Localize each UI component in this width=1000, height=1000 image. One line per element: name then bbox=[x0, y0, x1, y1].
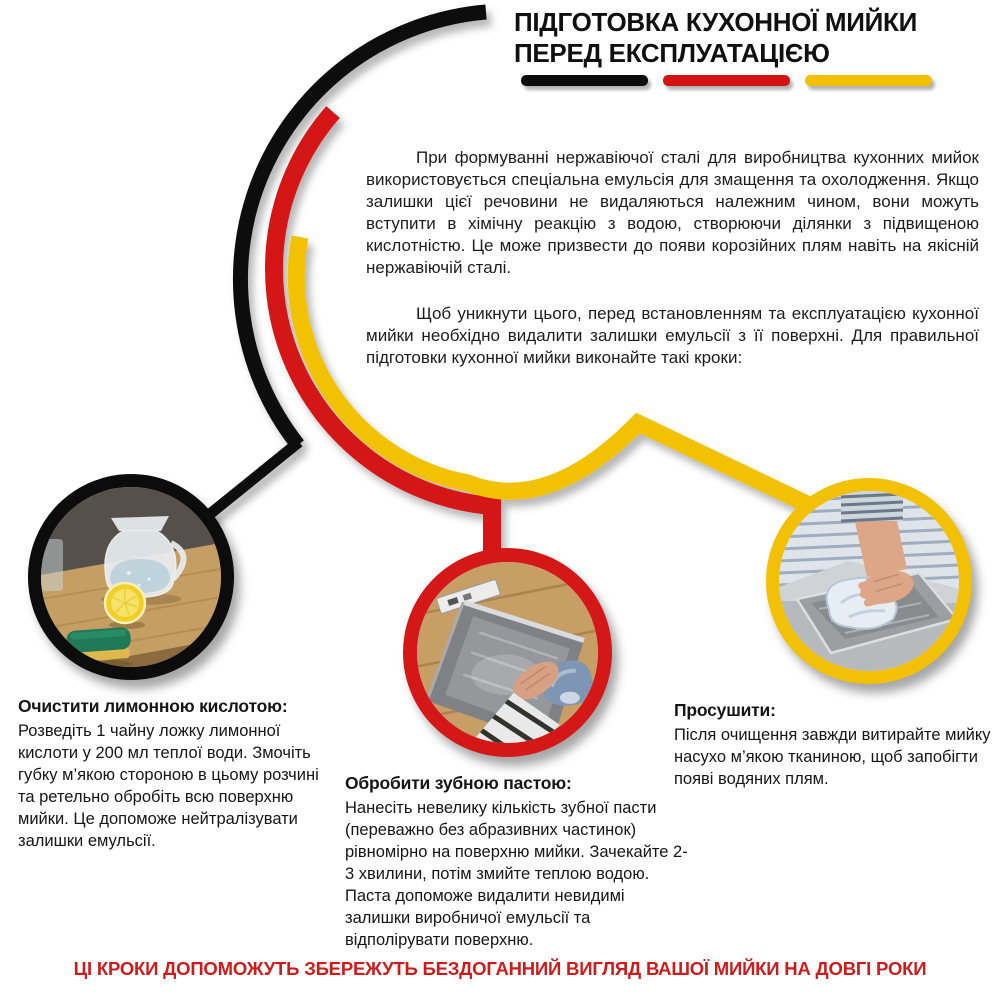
page-title bbox=[514, 7, 917, 69]
step-citric-acid-body: Розведіть 1 чайну ложку лимонної кислоти у 200 мл теплої води. Змочіть губку м’якою стороною в цьому розчині та ретельно обробіть всю поверхню мийки. Це допоможе нейтралізувати залишки емульсії. bbox=[18, 722, 319, 850]
divider-bar-black bbox=[521, 75, 648, 86]
hand-polishing-sink-illustration bbox=[417, 562, 598, 743]
page-title-line2: ПЕРЕД ЕКСПЛУАТАЦІЄЮ bbox=[514, 38, 830, 68]
step-drying-body: Після очищення завжди витирайте мийку насухо м’якою тканиною, щоб запобігти появі водяних плям. bbox=[674, 726, 991, 788]
photo-drying bbox=[766, 478, 972, 684]
step-drying-heading: Просушити: bbox=[674, 700, 776, 720]
step-citric-acid-heading: Очистити лимонною кислотою: bbox=[18, 696, 288, 716]
black-connector-line bbox=[205, 442, 299, 518]
divider-bar-yellow bbox=[805, 75, 932, 86]
photo-toothpaste bbox=[403, 548, 612, 757]
step-toothpaste-body: Нанесіть невелику кількість зубної пасти (переважно без абразивних частинок) рівномірно на поверхню мийки. Зачекайте 2-3 хвилини, потім змийте теплою водою. Паста допоможе видалити невидимі залишки виробничої емульсії та відполірувати поверхню. bbox=[345, 799, 688, 949]
page-title-line1: ПІДГОТОВКА КУХОННОЇ МИЙКИ bbox=[514, 7, 918, 37]
title-divider-bars bbox=[521, 75, 932, 86]
photo-citric-acid bbox=[28, 474, 234, 680]
hand-drying-sink-illustration bbox=[779, 491, 959, 671]
divider-bar-red bbox=[663, 75, 790, 86]
intro-paragraph-1: При формуванні нержавіючої сталі для виробництва кухонних мийок використовується спеціальна емульсія для змащення та охолодження. Якщо залишки цієї речовини не видаляються належним чином, вони можуть вступити в хімічну реакцію з водою, створюючи ділянки з підвищеною кислотністю. Це може призвести до появи корозійних плям навіть на якісній нержавіючій сталі. bbox=[366, 148, 979, 277]
step-citric-acid bbox=[18, 696, 330, 852]
step-toothpaste-heading: Обробити зубною пастою: bbox=[345, 773, 572, 793]
pitcher-lemon-sponge-illustration bbox=[41, 487, 221, 667]
intro-paragraph-2: Щоб уникнути цього, перед встановленням та експлуатацією кухонної мийки необхідно видалити залишки емульсії з її поверхні. Для правильної підготовки кухонної мийки виконайте такі кроки: bbox=[366, 304, 979, 367]
footer-slogan: ЦІ КРОКИ ДОПОМОЖУТЬ ЗБЕРЕЖУТЬ БЕЗДОГАННИЙ ВИГЛЯД ВАШОЇ МИЙКИ НА ДОВГІ РОКИ bbox=[73, 958, 927, 979]
step-toothpaste bbox=[345, 773, 691, 951]
step-drying bbox=[674, 700, 996, 790]
intro-text-block bbox=[366, 147, 979, 393]
